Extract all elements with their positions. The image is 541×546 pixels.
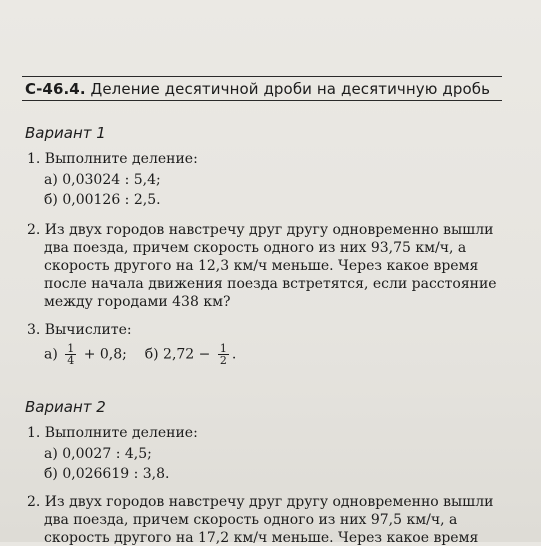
v1-task3-text: 3. Вычислите: [27,322,132,338]
v1-task3-b-rest: . [231,346,237,363]
section-number: С-46.4. [25,80,86,98]
v2-task1-a: а) 0,0027 : 4,5; [44,446,152,462]
fraction-denominator: 2 [219,354,227,367]
variant-1-label: Вариант 1 [25,124,106,142]
v1-task1-a: а) 0,03024 : 5,4; [44,172,161,188]
v1-task2-line-2: два поезда, причем скорость одного из них 93,75 км/ч, а [44,240,467,256]
v1-task3-expressions [44,343,236,366]
variant-2-label: Вариант 2 [25,398,106,416]
v2-task2-line-2: два поезда, причем скорость одного из них 97,5 км/ч, а [44,512,458,528]
v2-task1-b: б) 0,026619 : 3,8. [44,466,170,482]
heading-bottom-rule [22,100,502,101]
v2-task2-line-1: 2. Из двух городов навстречу друг другу одновременно вышли [27,494,494,510]
fraction-numerator: 1 [67,342,75,355]
fraction-one-quarter [65,343,76,366]
v1-task2-line-4: после начала движения поезда встретятся, если расстояние [44,276,497,292]
fraction-denominator: 4 [67,354,75,367]
section-heading [25,80,490,98]
v1-task3-b-prefix: б) 2,72 − [144,346,211,363]
v1-task2-line-1: 2. Из двух городов навстречу друг другу одновременно вышли [27,222,494,238]
v2-task1-text: 1. Выполните деление: [27,425,198,441]
fraction-numerator: 1 [219,342,227,355]
fraction-one-half [218,343,229,366]
heading-top-rule [22,76,502,77]
v1-task2-line-3: скорость другого на 12,3 км/ч меньше. Через какое время [44,258,479,274]
v1-task3-a-prefix: а) [44,346,58,363]
v2-task2-line-3: скорость другого на 17,2 км/ч меньше. Через какое время [44,530,479,546]
v1-task3-a-rest: + 0,8; [83,346,127,363]
v1-task2-line-5: между городами 438 км? [44,294,231,310]
v1-task1-text: 1. Выполните деление: [27,151,198,167]
v1-task1-b: б) 0,00126 : 2,5. [44,192,161,208]
section-title: Деление десятичной дроби на десятичную дробь [90,80,491,98]
